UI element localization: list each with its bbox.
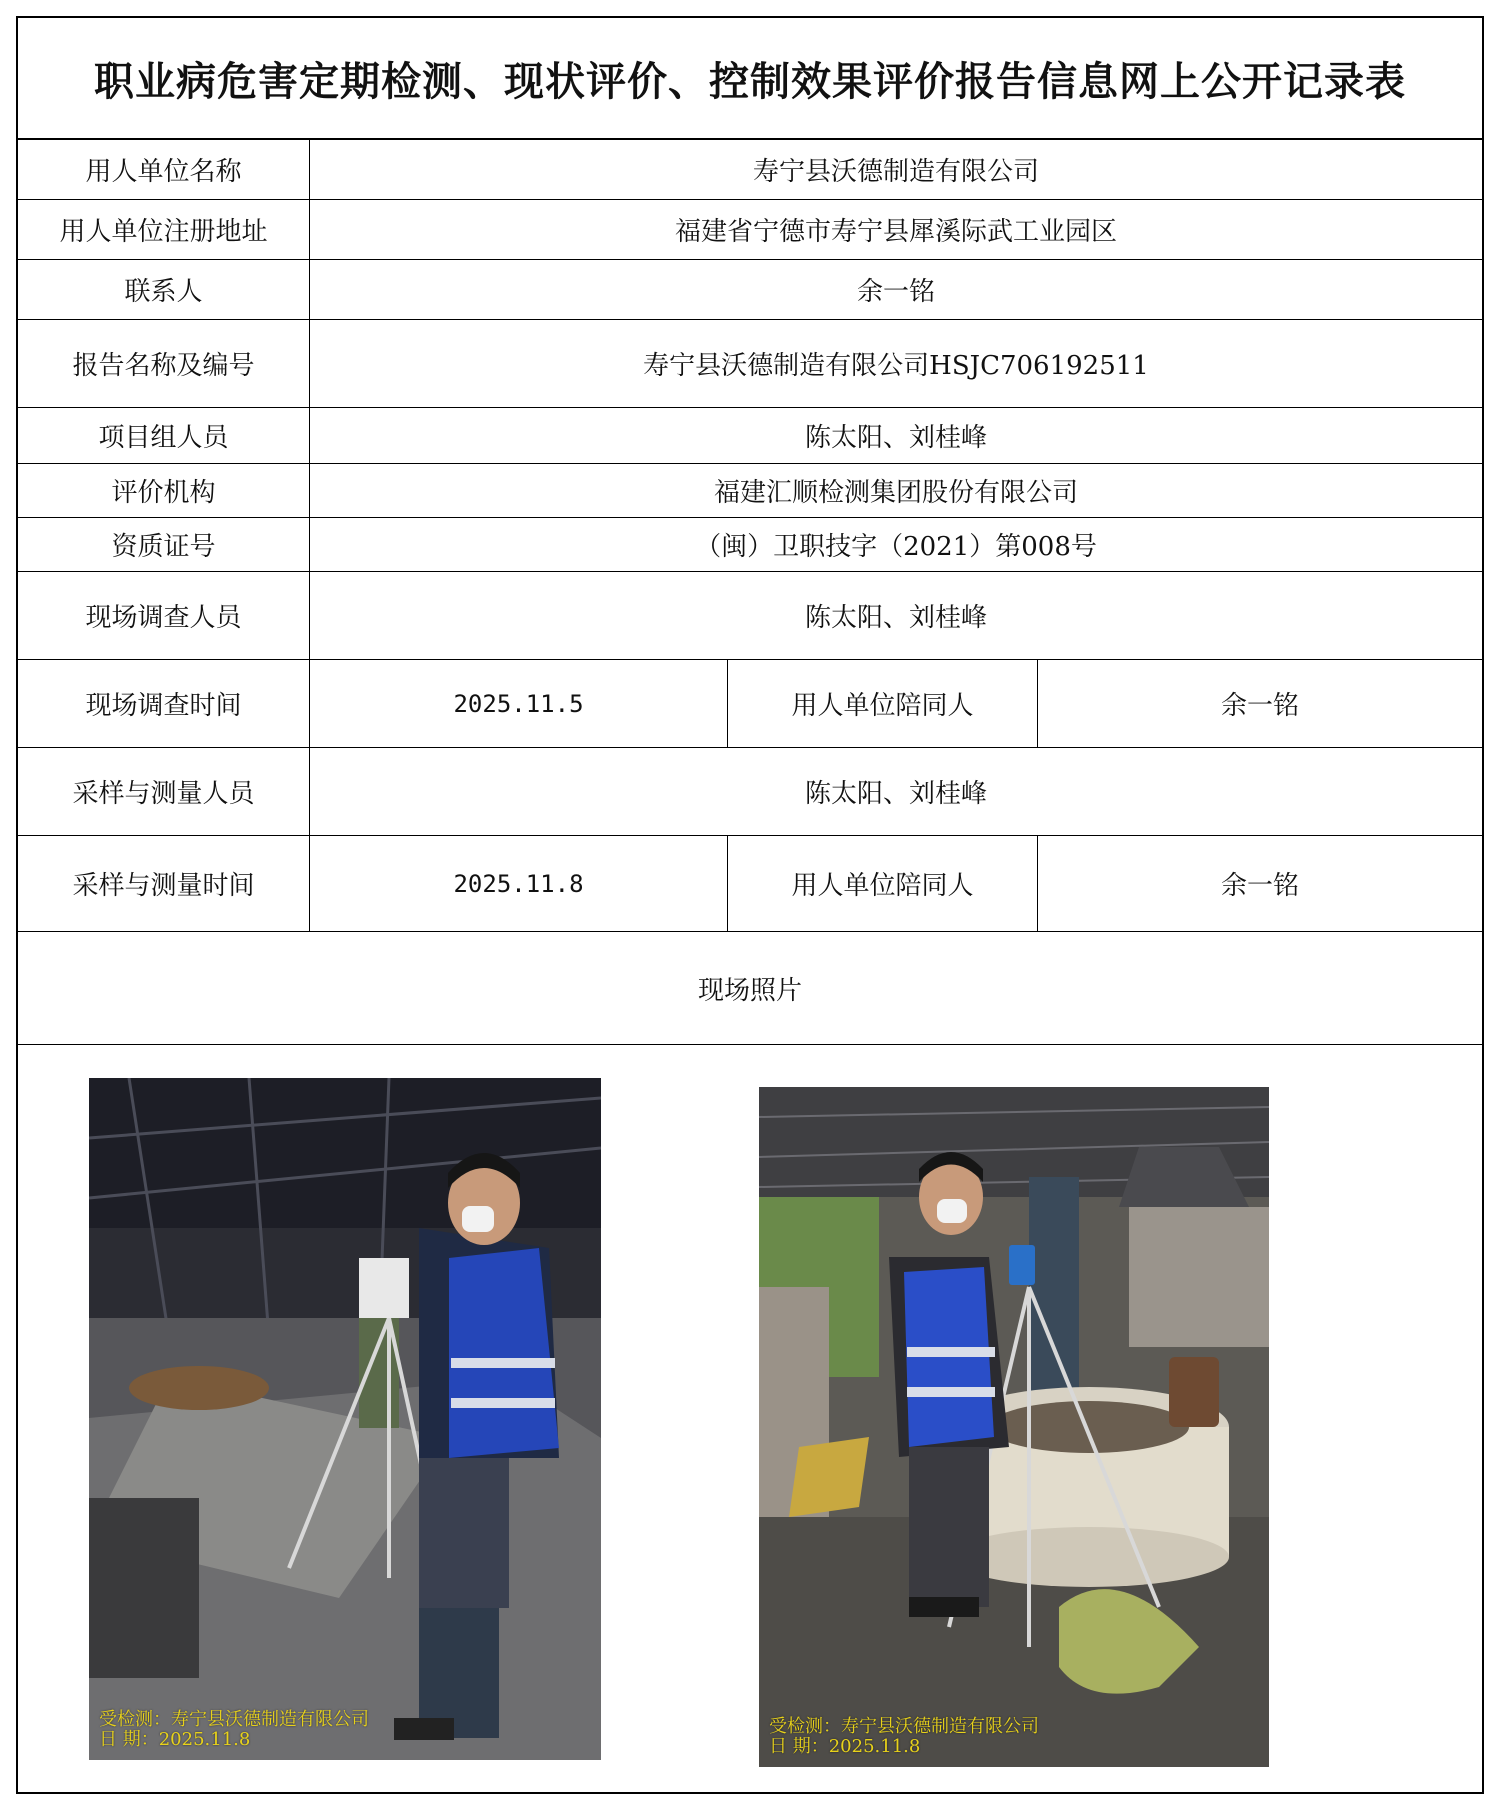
value-team: 陈太阳、刘桂峰	[804, 423, 987, 453]
label-survey-time: 现场调查时间	[18, 660, 310, 747]
value-sampling-time: 2025.11.8	[310, 836, 728, 931]
value-survey-staff: 陈太阳、刘桂峰	[804, 603, 987, 633]
photo-1-stamp-line2: 日 期：2025.11.8	[99, 1729, 251, 1750]
label-employer-address: 用人单位注册地址	[18, 200, 310, 259]
photo-1-stamp-line1: 受检测：寿宁县沃德制造有限公司	[99, 1709, 369, 1730]
label-contact: 联系人	[18, 260, 310, 319]
label-team: 项目组人员	[18, 408, 310, 463]
site-photo-1	[89, 1078, 601, 1760]
photo-area	[18, 1045, 1482, 1792]
row-license	[18, 518, 1482, 572]
row-survey-staff	[18, 572, 1482, 660]
site-photo-2	[759, 1087, 1269, 1767]
site-photo-2-image	[759, 1087, 1269, 1767]
label-agency: 评价机构	[18, 464, 310, 517]
row-photos-heading	[18, 932, 1482, 1045]
row-sampling-time	[18, 836, 1482, 932]
value-employer-address: 福建省宁德市寿宁县犀溪际武工业园区	[674, 217, 1117, 247]
value-report: 寿宁县沃德制造有限公司HSJC706192511	[643, 351, 1149, 381]
label-survey-staff: 现场调查人员	[18, 572, 310, 659]
label-sampling-time: 采样与测量时间	[18, 836, 310, 931]
document-title: 职业病危害定期检测、现状评价、控制效果评价报告信息网上公开记录表	[18, 18, 1482, 140]
value-contact: 余一铭	[856, 277, 935, 307]
photo-2-stamp-line2: 日 期：2025.11.8	[769, 1736, 921, 1757]
label-sampling-escort: 用人单位陪同人	[728, 836, 1038, 931]
row-employer-name	[18, 140, 1482, 200]
photo-1-stamp	[99, 1710, 369, 1750]
label-survey-escort: 用人单位陪同人	[728, 660, 1038, 747]
row-agency	[18, 464, 1482, 518]
photos-heading: 现场照片	[697, 975, 802, 1006]
label-sampling-staff: 采样与测量人员	[18, 748, 310, 835]
record-sheet	[16, 16, 1484, 1794]
value-employer-name: 寿宁县沃德制造有限公司	[752, 157, 1039, 187]
row-sampling-staff	[18, 748, 1482, 836]
value-license: （闽）卫职技字（2021）第008号	[695, 532, 1097, 562]
row-team	[18, 408, 1482, 464]
row-survey-time	[18, 660, 1482, 748]
value-agency: 福建汇顺检测集团股份有限公司	[713, 478, 1078, 508]
site-photo-1-image	[89, 1078, 601, 1760]
row-report	[18, 320, 1482, 408]
row-employer-address	[18, 200, 1482, 260]
value-sampling-staff: 陈太阳、刘桂峰	[804, 779, 987, 809]
label-license: 资质证号	[18, 518, 310, 571]
photo-2-stamp	[769, 1717, 1039, 1757]
label-report: 报告名称及编号	[18, 320, 310, 407]
photo-2-stamp-line1: 受检测：寿宁县沃德制造有限公司	[769, 1716, 1039, 1737]
value-survey-escort: 余一铭	[1220, 691, 1299, 721]
value-survey-time: 2025.11.5	[310, 660, 728, 747]
value-sampling-escort: 余一铭	[1220, 871, 1299, 901]
label-employer-name: 用人单位名称	[18, 140, 310, 199]
row-contact	[18, 260, 1482, 320]
